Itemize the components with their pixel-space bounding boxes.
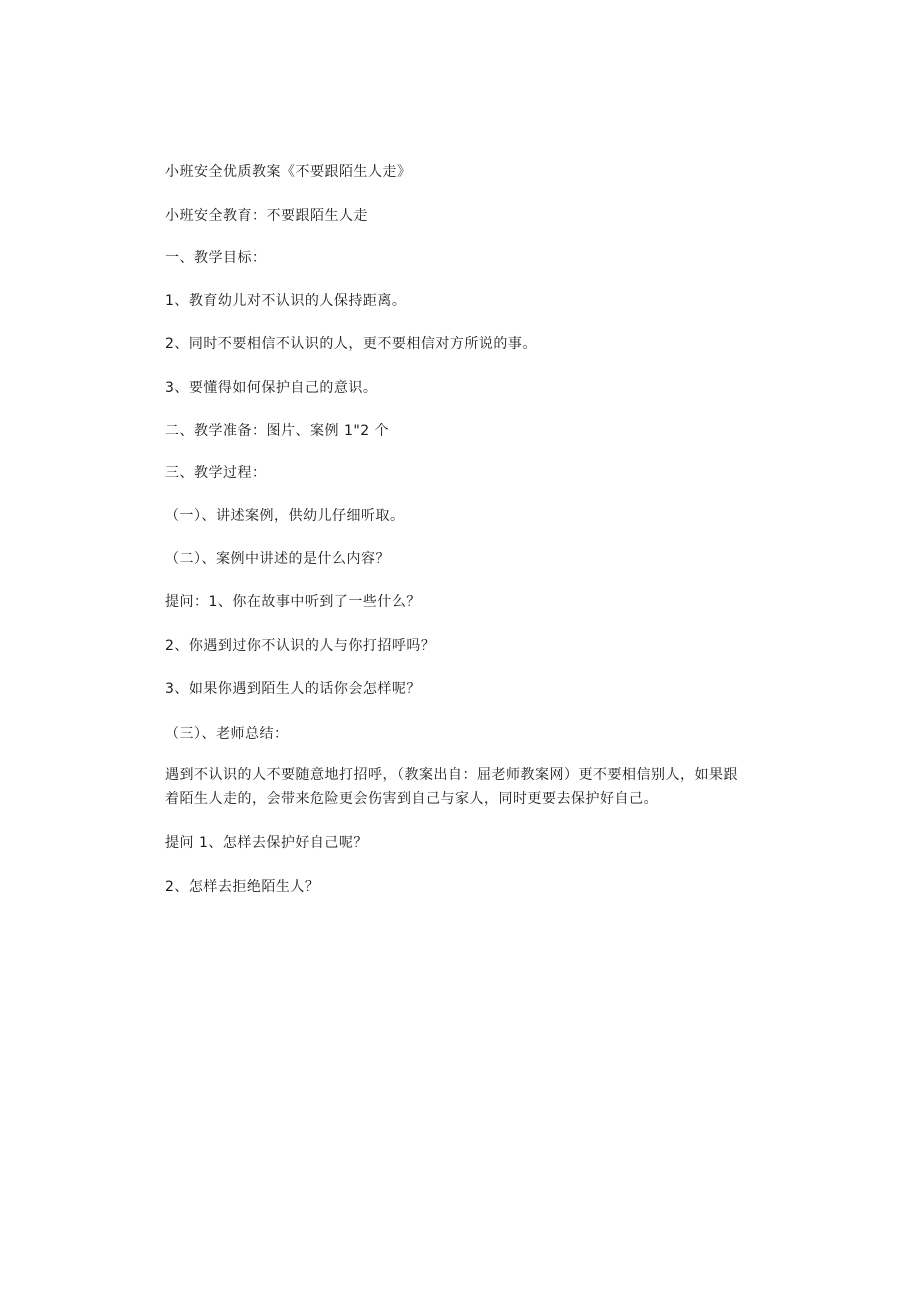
summary-line-2: 着陌生人走的，会带来危险更会伤害到自己与家人，同时更要去保护好自己。 xyxy=(165,791,658,807)
teacher-summary-paragraph xyxy=(165,763,787,811)
section-heading-goals: 一、教学目标： xyxy=(165,250,267,266)
section-heading-preparation: 二、教学准备：图片、案例 1"2 个 xyxy=(165,423,390,439)
process-step-2: （二）、案例中讲述的是什么内容？ xyxy=(165,551,390,567)
process-step-1: （一）、讲述案例，供幼儿仔细听取。 xyxy=(165,508,405,524)
goal-item-2: 2、同时不要相信不认识的人，更不要相信对方所说的事。 xyxy=(165,336,537,352)
process-question-3: 3、如果你遇到陌生人的话你会怎样呢？ xyxy=(165,681,421,697)
document-content xyxy=(165,160,787,899)
process-step-3: （三）、老师总结： xyxy=(165,726,289,742)
section-heading-process: 三、教学过程： xyxy=(165,465,267,481)
summary-line-1: 遇到不认识的人不要随意地打招呼，（教案出自：屈老师教案网）更不要相信别人，如果跟 xyxy=(165,767,738,783)
process-question-1: 提问：1、你在故事中听到了一些什么？ xyxy=(165,594,421,610)
document-title: 小班安全优质教案《不要跟陌生人走》 xyxy=(165,164,412,180)
process-question-2: 2、你遇到过你不认识的人与你打招呼吗？ xyxy=(165,638,436,654)
followup-question-1: 提问 1、怎样去保护好自己呢？ xyxy=(165,835,368,851)
goal-item-3: 3、要懂得如何保护自己的意识。 xyxy=(165,380,378,396)
document-subtitle: 小班安全教育：不要跟陌生人走 xyxy=(165,208,368,224)
followup-question-2: 2、怎样去拒绝陌生人？ xyxy=(165,879,320,895)
goal-item-1: 1、教育幼儿对不认识的人保持距离。 xyxy=(165,293,407,309)
